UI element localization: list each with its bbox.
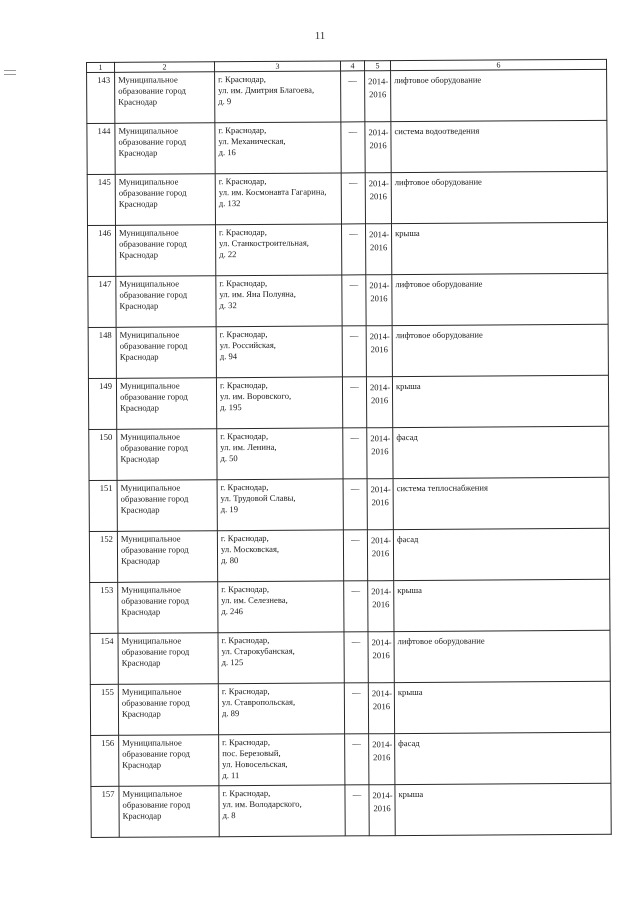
municipality-line: Муниципальное <box>119 278 180 289</box>
table-row <box>91 732 611 786</box>
table-row <box>88 273 608 327</box>
municipality-line: образование город <box>119 340 188 351</box>
address-cell <box>216 377 342 429</box>
municipality-line: Муниципальное <box>121 686 182 697</box>
period-line: 2016 <box>372 650 390 661</box>
address-line: д. 32 <box>219 300 237 311</box>
municipality-line: Краснодар <box>122 810 162 821</box>
empty-value-cell: — <box>341 173 365 224</box>
address-line: ул. им. Яна Полуяна, <box>219 288 296 300</box>
address-line: ул. им. Ленина, <box>220 441 277 453</box>
work-type-cell: система теплоснабжения <box>393 477 609 529</box>
municipality-line: образование город <box>118 187 187 198</box>
municipality-line: Краснодар <box>122 759 162 770</box>
municipality-line: образование город <box>120 493 189 504</box>
municipality-cell <box>117 531 217 583</box>
empty-value-cell: — <box>341 71 365 122</box>
period-line: 2014- <box>371 637 392 648</box>
work-type-cell: лифтовое оборудование <box>392 324 608 376</box>
period-cell <box>368 683 394 734</box>
municipality-line: образование город <box>122 799 191 810</box>
address-line: ул. Трудовой Славы, <box>220 492 296 504</box>
period-cell <box>366 275 392 326</box>
period-line: 2014- <box>371 688 392 699</box>
municipality-cell <box>116 378 216 430</box>
period-cell <box>367 428 393 479</box>
row-number-cell: 151 <box>89 480 117 531</box>
municipality-line: Муниципальное <box>122 788 183 799</box>
municipality-line: Муниципальное <box>118 176 179 187</box>
column-header-6: 6 <box>390 59 606 70</box>
municipality-line: Муниципальное <box>119 380 180 391</box>
address-line: ул. им. Дмитрия Благоева, <box>218 84 315 96</box>
period-line: 2014- <box>368 127 389 138</box>
address-line: ул. им. Воровского, <box>220 390 292 402</box>
address-line: г. Краснодар, <box>219 379 268 391</box>
address-line: ул. им. Володарского, <box>222 798 302 810</box>
period-line: 2016 <box>369 191 387 202</box>
address-line: г. Краснодар, <box>218 73 266 85</box>
period-line: 2016 <box>372 701 391 712</box>
row-number-cell: 147 <box>88 276 116 327</box>
period-line: 2014- <box>368 76 389 87</box>
address-line: д. 19 <box>220 504 239 515</box>
row-number-cell: 143 <box>87 72 115 123</box>
municipality-line: Краснодар <box>120 453 160 464</box>
page-number: 11 <box>314 30 326 42</box>
municipality-line: Краснодар <box>118 96 158 107</box>
municipality-line: Краснодар <box>121 606 161 617</box>
municipality-line: Муниципальное <box>121 635 182 646</box>
municipality-cell <box>118 582 218 634</box>
work-type-cell: лифтовое оборудование <box>394 630 610 682</box>
work-type-cell: крыша <box>394 579 610 631</box>
municipality-line: образование город <box>118 85 186 96</box>
address-line: ул. им. Селезнева, <box>221 594 288 606</box>
margin-mark <box>4 74 16 75</box>
row-number-cell: 152 <box>89 531 117 582</box>
table-row <box>87 69 607 123</box>
address-cell <box>215 71 341 123</box>
empty-value-cell: — <box>343 479 367 530</box>
table-row <box>89 426 609 480</box>
municipality-line: Краснодар <box>119 351 159 362</box>
table-row <box>90 681 610 735</box>
municipality-cell <box>118 633 218 685</box>
municipality-line: образование город <box>122 748 190 759</box>
empty-value-cell: — <box>344 581 368 632</box>
address-line: г. Краснодар, <box>220 532 269 544</box>
address-line: д. 50 <box>220 453 238 464</box>
municipality-line: Муниципальное <box>122 737 182 748</box>
table-row <box>89 528 609 582</box>
period-line: 2014- <box>369 331 390 342</box>
period-cell <box>368 581 394 632</box>
column-header-5: 5 <box>364 61 390 71</box>
address-cell <box>217 428 343 480</box>
period-line: 2014- <box>369 229 390 240</box>
municipality-line: Муниципальное <box>120 533 181 544</box>
empty-value-cell: — <box>343 428 367 479</box>
address-cell <box>218 581 344 633</box>
table-row <box>87 171 607 225</box>
municipality-line: Краснодар <box>121 708 161 719</box>
address-line: ул. Старокубанская, <box>221 645 295 657</box>
period-line: 2014- <box>368 178 389 189</box>
address-cell <box>215 173 341 225</box>
municipality-line: образование город <box>120 442 189 453</box>
municipality-line: Краснодар <box>121 555 160 566</box>
address-line: ул. им. Космонавта Гагарина, <box>218 186 327 198</box>
address-cell <box>215 122 341 174</box>
table-row <box>88 324 608 378</box>
address-line: г. Краснодар, <box>218 124 267 136</box>
municipality-cell <box>115 225 215 277</box>
municipality-line: образование город <box>121 697 190 708</box>
period-cell <box>368 632 394 683</box>
work-type-cell: фасад <box>393 528 609 580</box>
work-type-cell: фасад <box>395 732 611 784</box>
period-line: 2016 <box>371 497 389 508</box>
address-line: ул. Станкостроительная, <box>219 237 309 249</box>
row-number-cell: 156 <box>91 735 119 786</box>
row-number-cell: 149 <box>88 378 116 429</box>
column-header-3: 3 <box>215 61 341 72</box>
period-line: 2016 <box>369 89 387 100</box>
address-cell <box>218 632 344 684</box>
period-cell <box>369 734 395 785</box>
column-header-2: 2 <box>115 62 215 73</box>
address-line: г. Краснодар, <box>221 634 270 646</box>
period-line: 2014- <box>372 739 393 750</box>
period-line: 2016 <box>370 344 388 355</box>
address-line: д. 11 <box>222 770 240 781</box>
period-cell <box>365 71 391 122</box>
municipality-line: Краснодар <box>120 402 159 413</box>
municipality-cell <box>115 174 215 226</box>
period-cell <box>365 122 391 173</box>
table-row <box>91 783 611 837</box>
address-line: г. Краснодар, <box>222 736 270 748</box>
empty-value-cell: — <box>341 224 365 275</box>
work-type-cell: фасад <box>393 426 609 478</box>
period-line: 2014- <box>371 586 392 597</box>
period-line: 2014- <box>372 790 393 801</box>
work-type-cell: крыша <box>391 222 607 274</box>
table-row <box>90 630 610 684</box>
municipality-line: Муниципальное <box>121 584 181 595</box>
period-line: 2016 <box>369 140 387 151</box>
address-line: г. Краснодар, <box>219 277 268 289</box>
municipality-line: Муниципальное <box>120 482 181 493</box>
row-number-cell: 146 <box>87 225 115 276</box>
period-cell <box>367 530 393 581</box>
address-line: д. 195 <box>220 402 242 413</box>
address-line: г. Краснодар, <box>222 787 271 799</box>
municipality-cell <box>118 684 218 736</box>
work-type-cell: крыша <box>394 681 610 733</box>
work-type-cell: крыша <box>392 375 608 427</box>
address-cell <box>217 479 343 531</box>
table-row <box>87 120 607 174</box>
address-cell <box>216 275 342 327</box>
empty-value-cell: — <box>342 377 366 428</box>
municipality-cell <box>116 327 216 379</box>
work-type-cell: система водоотведения <box>391 120 607 172</box>
row-number-cell: 157 <box>91 786 119 837</box>
address-line: г. Краснодар, <box>221 583 270 595</box>
address-line: д. 132 <box>218 198 241 209</box>
empty-value-cell: — <box>341 122 365 173</box>
address-cell <box>216 326 342 378</box>
empty-value-cell: — <box>342 326 366 377</box>
row-number-cell: 145 <box>87 174 115 225</box>
address-line: д. 125 <box>221 657 244 668</box>
municipality-line: образование город <box>118 136 187 147</box>
municipality-line: Муниципальное <box>120 431 180 442</box>
address-line: г. Краснодар, <box>220 430 269 442</box>
work-type-cell: крыша <box>395 783 611 835</box>
period-cell <box>365 173 391 224</box>
municipality-line: Муниципальное <box>118 125 179 136</box>
address-line: г. Краснодар, <box>218 175 267 187</box>
municipality-line: Краснодар <box>118 198 158 209</box>
address-cell <box>215 224 341 276</box>
period-cell <box>366 326 392 377</box>
empty-value-cell: — <box>344 632 368 683</box>
table-body <box>87 69 612 837</box>
repair-schedule-table <box>86 59 612 838</box>
row-number-cell: 148 <box>88 327 116 378</box>
period-line: 2014- <box>370 433 391 444</box>
municipality-cell <box>119 786 219 838</box>
address-cell <box>217 530 343 582</box>
municipality-line: Муниципальное <box>119 329 180 340</box>
municipality-cell <box>115 72 215 124</box>
municipality-line: образование город <box>120 544 189 555</box>
address-cell <box>218 683 344 735</box>
address-line: ул. Московская, <box>220 543 280 555</box>
table-row <box>89 477 609 531</box>
table-row <box>90 579 610 633</box>
address-line: д. 16 <box>218 147 236 158</box>
empty-value-cell: — <box>345 734 369 785</box>
address-line: ул. Новосельская, <box>222 758 288 770</box>
column-header-1: 1 <box>87 62 115 72</box>
municipality-line: образование город <box>121 646 190 657</box>
municipality-cell <box>119 735 219 787</box>
period-cell <box>365 224 391 275</box>
municipality-cell <box>116 276 216 328</box>
municipality-line: Муниципальное <box>118 74 178 85</box>
municipality-cell <box>115 123 215 175</box>
address-line: г. Краснодар, <box>219 226 267 238</box>
address-line: пос. Березовый, <box>222 747 281 759</box>
address-line: ул. Российская, <box>219 339 276 351</box>
period-line: 2014- <box>369 280 390 291</box>
municipality-line: Краснодар <box>121 657 161 668</box>
row-number-cell: 154 <box>90 633 118 684</box>
work-type-cell: лифтовое оборудование <box>391 171 607 223</box>
row-number-cell: 144 <box>87 123 115 174</box>
period-line: 2016 <box>373 803 391 814</box>
address-line: д. 246 <box>221 606 243 617</box>
municipality-line: образование город <box>119 238 187 249</box>
address-line: г. Краснодар, <box>219 328 268 340</box>
municipality-line: Краснодар <box>119 300 159 311</box>
address-line: д. 9 <box>218 96 232 107</box>
row-number-cell: 153 <box>90 582 118 633</box>
period-line: 2016 <box>370 395 389 406</box>
period-line: 2016 <box>370 242 388 253</box>
address-line: д. 80 <box>221 555 239 566</box>
address-line: д. 89 <box>221 708 240 719</box>
period-line: 2016 <box>370 293 388 304</box>
municipality-line: образование город <box>121 595 189 606</box>
period-line: 2014- <box>370 484 391 495</box>
empty-value-cell: — <box>344 683 368 734</box>
empty-value-cell: — <box>343 530 367 581</box>
address-line: д. 22 <box>219 249 237 260</box>
address-cell <box>219 785 345 837</box>
table-row <box>87 222 607 276</box>
address-cell <box>219 734 345 786</box>
empty-value-cell: — <box>342 275 366 326</box>
period-cell <box>369 785 395 836</box>
row-number-cell: 150 <box>89 429 117 480</box>
municipality-line: образование город <box>119 289 188 300</box>
period-line: 2014- <box>369 382 391 393</box>
municipality-cell <box>117 480 217 532</box>
address-line: г. Краснодар, <box>221 685 270 697</box>
address-line: д. 94 <box>219 351 238 362</box>
municipality-line: Краснодар <box>120 504 160 515</box>
period-line: 2014- <box>370 535 392 546</box>
empty-value-cell: — <box>345 785 369 836</box>
period-line: 2016 <box>373 752 391 763</box>
period-line: 2016 <box>371 446 389 457</box>
margin-mark <box>4 70 16 71</box>
address-line: ул. Механическая, <box>218 135 286 147</box>
row-number-cell: 155 <box>90 684 118 735</box>
municipality-line: образование город <box>120 391 188 402</box>
period-line: 2016 <box>371 548 390 559</box>
table-row <box>88 375 608 429</box>
work-type-cell: лифтовое оборудование <box>392 273 608 325</box>
municipality-cell <box>117 429 217 481</box>
municipality-line: Краснодар <box>118 147 158 158</box>
address-line: д. 8 <box>222 810 236 821</box>
column-header-4: 4 <box>340 61 364 71</box>
address-line: г. Краснодар, <box>220 481 269 493</box>
municipality-line: Краснодар <box>119 249 159 260</box>
period-line: 2016 <box>372 599 390 610</box>
work-type-cell: лифтовое оборудование <box>391 69 607 121</box>
address-line: ул. Ставропольская, <box>221 696 296 708</box>
municipality-line: Муниципальное <box>119 227 179 238</box>
period-cell <box>367 479 393 530</box>
period-cell <box>366 377 392 428</box>
